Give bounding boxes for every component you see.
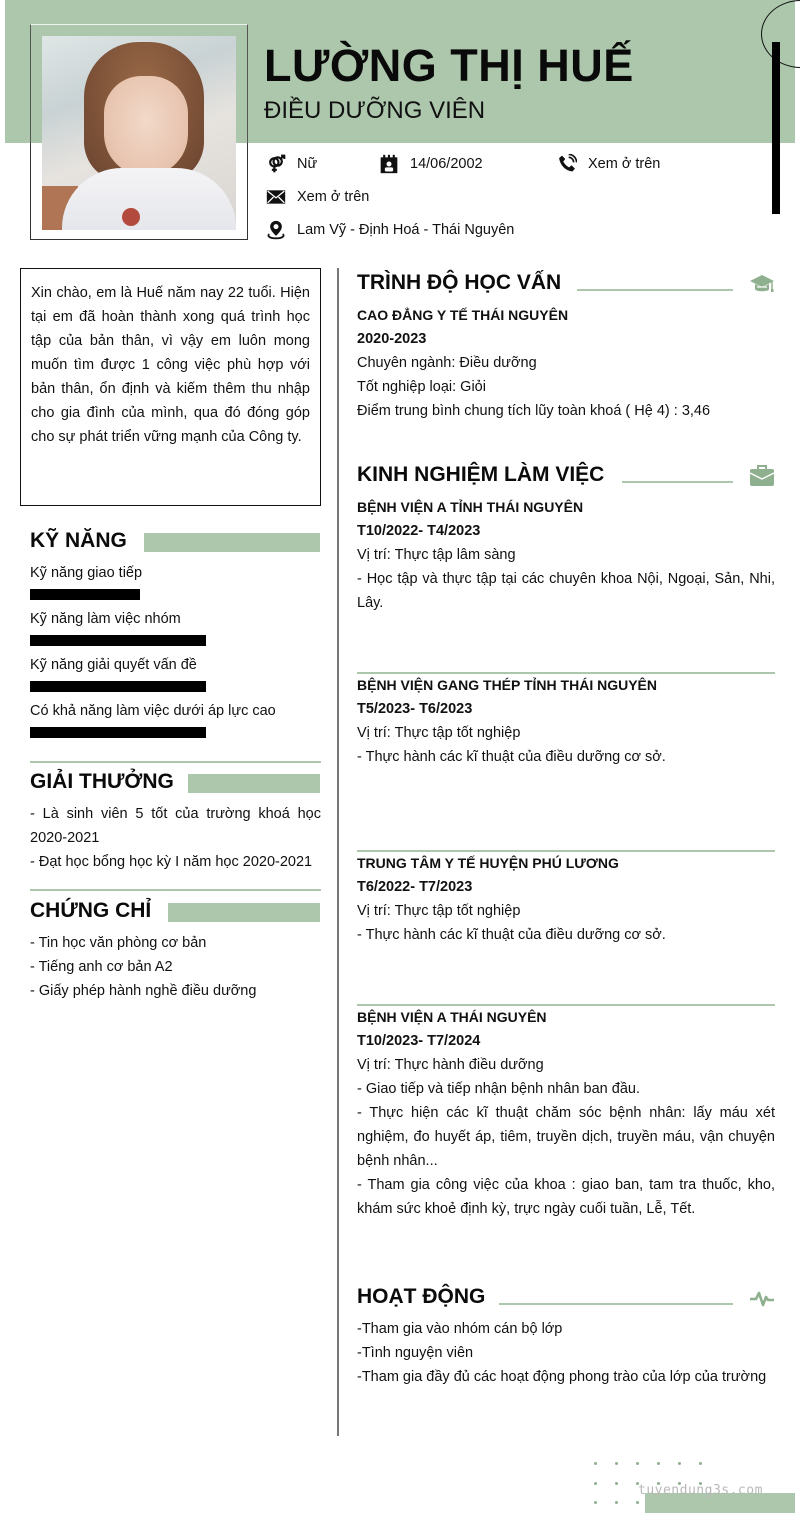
education-title-line — [577, 289, 733, 291]
award-item: - Đạt học bổng học kỳ I năm học 2020-2021 — [30, 854, 313, 870]
job-title: ĐIỀU DƯỠNG VIÊN — [264, 97, 486, 124]
activity-item: -Tình nguyện viên — [357, 1345, 474, 1361]
skills-title: KỸ NĂNG — [30, 529, 127, 552]
graduation-cap-icon — [749, 271, 775, 297]
contact-address — [265, 219, 514, 241]
photo-coat — [62, 168, 236, 230]
certificate-item: - Tiếng anh cơ bản A2 — [30, 959, 173, 975]
decorative-vertical-bar — [772, 42, 780, 214]
education-line: Tốt nghiệp loại: Giỏi — [357, 379, 486, 395]
skill-bar — [30, 589, 140, 600]
education-title: TRÌNH ĐỘ HỌC VẤN — [357, 271, 562, 294]
skill-bar — [30, 635, 206, 646]
job-period: T10/2023- T7/2024 — [357, 1033, 481, 1049]
activities-title-line — [499, 1303, 733, 1305]
about-text: Xin chào, em là Huế năm nay 22 tuổi. Hiện tại em đã hoàn thành xong quá trình học tập của bản thân, vì vậy em luôn mong muốn tìm được 1 công việc phù hợp với bản thân, ổn định và kiếm thêm thu nhập cho gia đình của mình, qua đó đóng góp cho sự phát triển vững mạnh của Công ty. — [31, 285, 310, 445]
job-org: BỆNH VIỆN GANG THÉP TỈNH THÁI NGUYÊN — [357, 677, 657, 693]
certificate-item: - Tin học văn phòng cơ bản — [30, 935, 207, 951]
column-divider — [337, 268, 339, 1436]
award-item: - Là sinh viên 5 tốt của trường khoá học 2020-2021 — [30, 806, 321, 846]
education-line: Chuyên ngành: Điều dưỡng — [357, 355, 537, 371]
job-period: T10/2022- T4/2023 — [357, 523, 481, 539]
skill-label: Kỹ năng làm việc nhóm — [30, 611, 181, 627]
job-detail: - Thực hành các kĩ thuật của điều dưỡng cơ sở. — [357, 927, 666, 943]
awards-divider — [30, 761, 321, 763]
awards-title-bar — [188, 774, 320, 793]
profile-photo — [42, 36, 236, 230]
job-position: Vị trí: Thực tập tốt nghiệp — [357, 725, 521, 741]
certificates-title: CHỨNG CHỈ — [30, 899, 152, 922]
job-position: Vị trí: Thực tập tốt nghiệp — [357, 903, 521, 919]
activities-title: HOẠT ĐỘNG — [357, 1285, 486, 1308]
email-value: Xem ở trên — [297, 189, 370, 205]
briefcase-icon — [749, 463, 775, 489]
education-line: Điểm trung bình chung tích lũy toàn khoá ( Hệ 4) : 3,46 — [357, 403, 711, 419]
job-position: Vị trí: Thực hành điều dưỡng — [357, 1057, 544, 1073]
pulse-icon — [749, 1285, 775, 1311]
skills-title-bar — [144, 533, 320, 552]
skill-label: Kỹ năng giải quyết vấn đề — [30, 657, 197, 673]
job-period: T5/2023- T6/2023 — [357, 701, 473, 717]
mail-icon — [265, 186, 287, 208]
activity-item: -Tham gia đầy đủ các hoạt động phong trào của lớp của trường — [357, 1369, 767, 1385]
address-value: Lam Vỹ - Định Hoá - Thái Nguyên — [297, 222, 515, 238]
location-pin-icon — [265, 219, 287, 241]
job-detail: - Học tập và thực tập tại các chuyên khoa Nội, Ngoại, Sản, Nhi, Lây. — [357, 571, 775, 611]
job-detail: - Thực hiện các kĩ thuật chăm sóc bệnh nhân: lấy máu xét nghiệm, đo huyết áp, tiêm, truyền dịch, truyền máu, vận chuyện bệnh nhân... — [357, 1105, 775, 1169]
skill-bar — [30, 681, 206, 692]
contact-birthday — [378, 153, 483, 175]
experience-title: KINH NGHIỆM LÀM VIỆC — [357, 463, 605, 486]
gender-value: Nữ — [297, 156, 318, 172]
job-position: Vị trí: Thực tập lâm sàng — [357, 547, 516, 563]
job-detail: - Giao tiếp và tiếp nhận bệnh nhân ban đầu. — [357, 1081, 640, 1097]
job-period: T6/2022- T7/2023 — [357, 879, 473, 895]
experience-title-line — [622, 481, 733, 483]
job-detail: - Tham gia công việc của khoa : giao ban, tam tra thuốc, kho, khám sức khoẻ định kỳ, trực ngày cuối tuần, Lễ, Tết. — [357, 1177, 775, 1217]
skill-bar — [30, 727, 206, 738]
phone-icon — [556, 153, 578, 175]
job-org: BỆNH VIỆN A THÁI NGUYÊN — [357, 1009, 547, 1025]
gender-icon — [265, 153, 287, 175]
photo-pin — [122, 208, 140, 226]
contact-phone — [556, 153, 660, 175]
candidate-name: LƯỜNG THỊ HUẾ — [264, 40, 634, 91]
calendar-icon — [378, 153, 400, 175]
contact-email — [265, 186, 369, 208]
about-box — [20, 268, 321, 506]
certificate-item: - Giấy phép hành nghề điều dưỡng — [30, 983, 257, 999]
contact-gender — [265, 153, 317, 175]
job-org: BỆNH VIỆN A TỈNH THÁI NGUYÊN — [357, 499, 584, 515]
skill-label: Có khả năng làm việc dưới áp lực cao — [30, 703, 276, 719]
photo-face — [104, 76, 188, 176]
awards-title: GIẢI THƯỞNG — [30, 770, 174, 793]
skill-label: Kỹ năng giao tiếp — [30, 565, 143, 581]
job-org: TRUNG TÂM Y TẾ HUYỆN PHÚ LƯƠNG — [357, 855, 619, 871]
birthday-value: 14/06/2002 — [410, 156, 483, 172]
watermark: tuyendung3s.com — [638, 1483, 763, 1498]
education-school: CAO ĐẲNG Y TẾ THÁI NGUYÊN — [357, 307, 569, 323]
certificates-divider — [30, 889, 321, 891]
phone-value: Xem ở trên — [588, 156, 661, 172]
job-detail: - Thực hành các kĩ thuật của điều dưỡng cơ sở. — [357, 749, 666, 765]
certificates-title-bar — [168, 903, 320, 922]
education-period: 2020-2023 — [357, 331, 427, 347]
activity-item: -Tham gia vào nhóm cán bộ lớp — [357, 1321, 563, 1337]
